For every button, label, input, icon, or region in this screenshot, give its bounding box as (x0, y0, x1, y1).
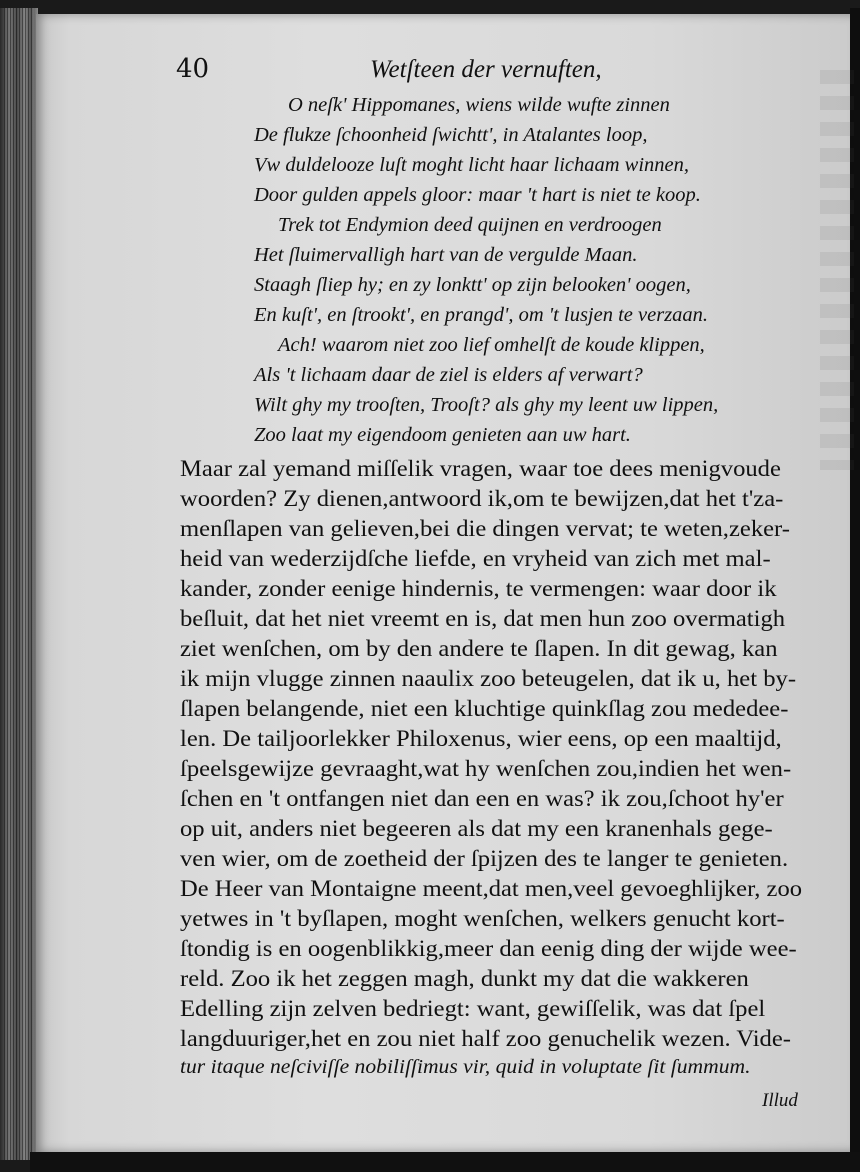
poem-line: Door gulden appels gloor: maar 't hart is niet te koop. (254, 184, 701, 206)
prose-line: langduuriger,het en zou niet half zoo genuchelik wezen. Vide- (180, 1026, 792, 1051)
prose-line: yetwes in 't byſlapen, moght wenſchen, welkers genucht kort- (180, 906, 785, 931)
prose-line: kander, zonder eenige hindernis, te vermengen: waar door ik (180, 576, 777, 601)
prose-line: woorden? Zy dienen,antwoord ik,om te bewijzen,dat het t'za- (180, 486, 784, 511)
prose-line: ſlapen belangende, niet een kluchtige quinkſlag zou mededee- (180, 696, 789, 721)
poem-line: Trek tot Endymion deed quijnen en verdroogen (278, 214, 662, 236)
prose-line: ziet wenſchen, om by den andere te ſlapen. In dit gewag, kan (180, 636, 778, 661)
show-through-text (820, 70, 854, 470)
prose-line: De Heer van Montaigne meent,dat men,veel gevoeghlijker, zoo (180, 876, 802, 901)
prose-line: ſchen en 't ontfangen niet dan een en was? ik zou,ſchoot hy'er (180, 786, 784, 811)
poem-line: De flukze ſchoonheid ſwichtt', in Atalantes loop, (254, 124, 648, 146)
page-edges (4, 8, 34, 1160)
poem-line: Vw duldelooze luſt moght licht haar lichaam winnen, (254, 154, 690, 176)
prose-line: ſpeelsgewijze gevraaght,wat hy wenſchen zou,indien het wen- (180, 756, 792, 781)
prose-line: len. De tailjoorlekker Philoxenus, wier eens, op een maaltijd, (180, 726, 782, 751)
prose-line: tur itaque neſciviſſe nobiliſſimus vir, quid in voluptate ſit ſummum. (180, 1056, 751, 1078)
prose-line: Edelling zijn zelven bedriegt: want, gewiſſelik, was dat ſpel (180, 996, 766, 1021)
poem-line: O neſk' Hippomanes, wiens wilde wufte zinnen (288, 94, 670, 116)
prose-line: reld. Zoo ik het zeggen magh, dunkt my dat die wakkeren (180, 966, 749, 991)
poem-line: Als 't lichaam daar de ziel is elders af verwart? (254, 364, 643, 386)
prose-line: ſtondig is en oogenblikkig,meer dan eenig ding der wijde wee- (180, 936, 797, 961)
poem-line: Zoo laat my eigendoom genieten aan uw hart. (254, 424, 631, 446)
prose-line: heid van wederzijdſche liefde, en vryheid van zich met mal- (180, 546, 771, 571)
running-title: Wetſteen der vernuften, (370, 56, 602, 83)
poem-line: Het ſluimervalligh hart van de vergulde Maan. (254, 244, 638, 266)
poem-line: Ach! waarom niet zoo lief omhelſt de koude klippen, (278, 334, 705, 356)
prose-line: Maar zal yemand miſſelik vragen, waar toe dees menigvoude (180, 456, 781, 481)
poem-line: Wilt ghy my trooſten, Trooſt? als ghy my leent uw lippen, (254, 394, 719, 416)
prose-line: ik mijn vlugge zinnen naaulix zoo beteugelen, dat ik u, het by- (180, 666, 797, 691)
poem-line: En kuſt', en ſtrookt', en prangd', om 't lusjen te verzaan. (254, 304, 709, 326)
prose-line: op uit, anders niet begeeren als dat my een kranenhals gege- (180, 816, 773, 841)
poem-line: Staagh ſliep hy; en zy lonktt' op zijn belooken' oogen, (254, 274, 691, 296)
prose-line: beſluit, dat het niet vreemt en is, dat men hun zoo overmatigh (180, 606, 786, 631)
prose-line: ven wier, om de zoetheid der ſpijzen des te langer te genieten. (180, 846, 789, 871)
prose-line: menſlapen van gelieven,bei die dingen vervat; te weten,zeker- (180, 516, 790, 541)
catchword: Illud (762, 1090, 798, 1111)
bottom-edge-shadow (30, 1152, 860, 1172)
page-number: 40 (176, 54, 210, 84)
